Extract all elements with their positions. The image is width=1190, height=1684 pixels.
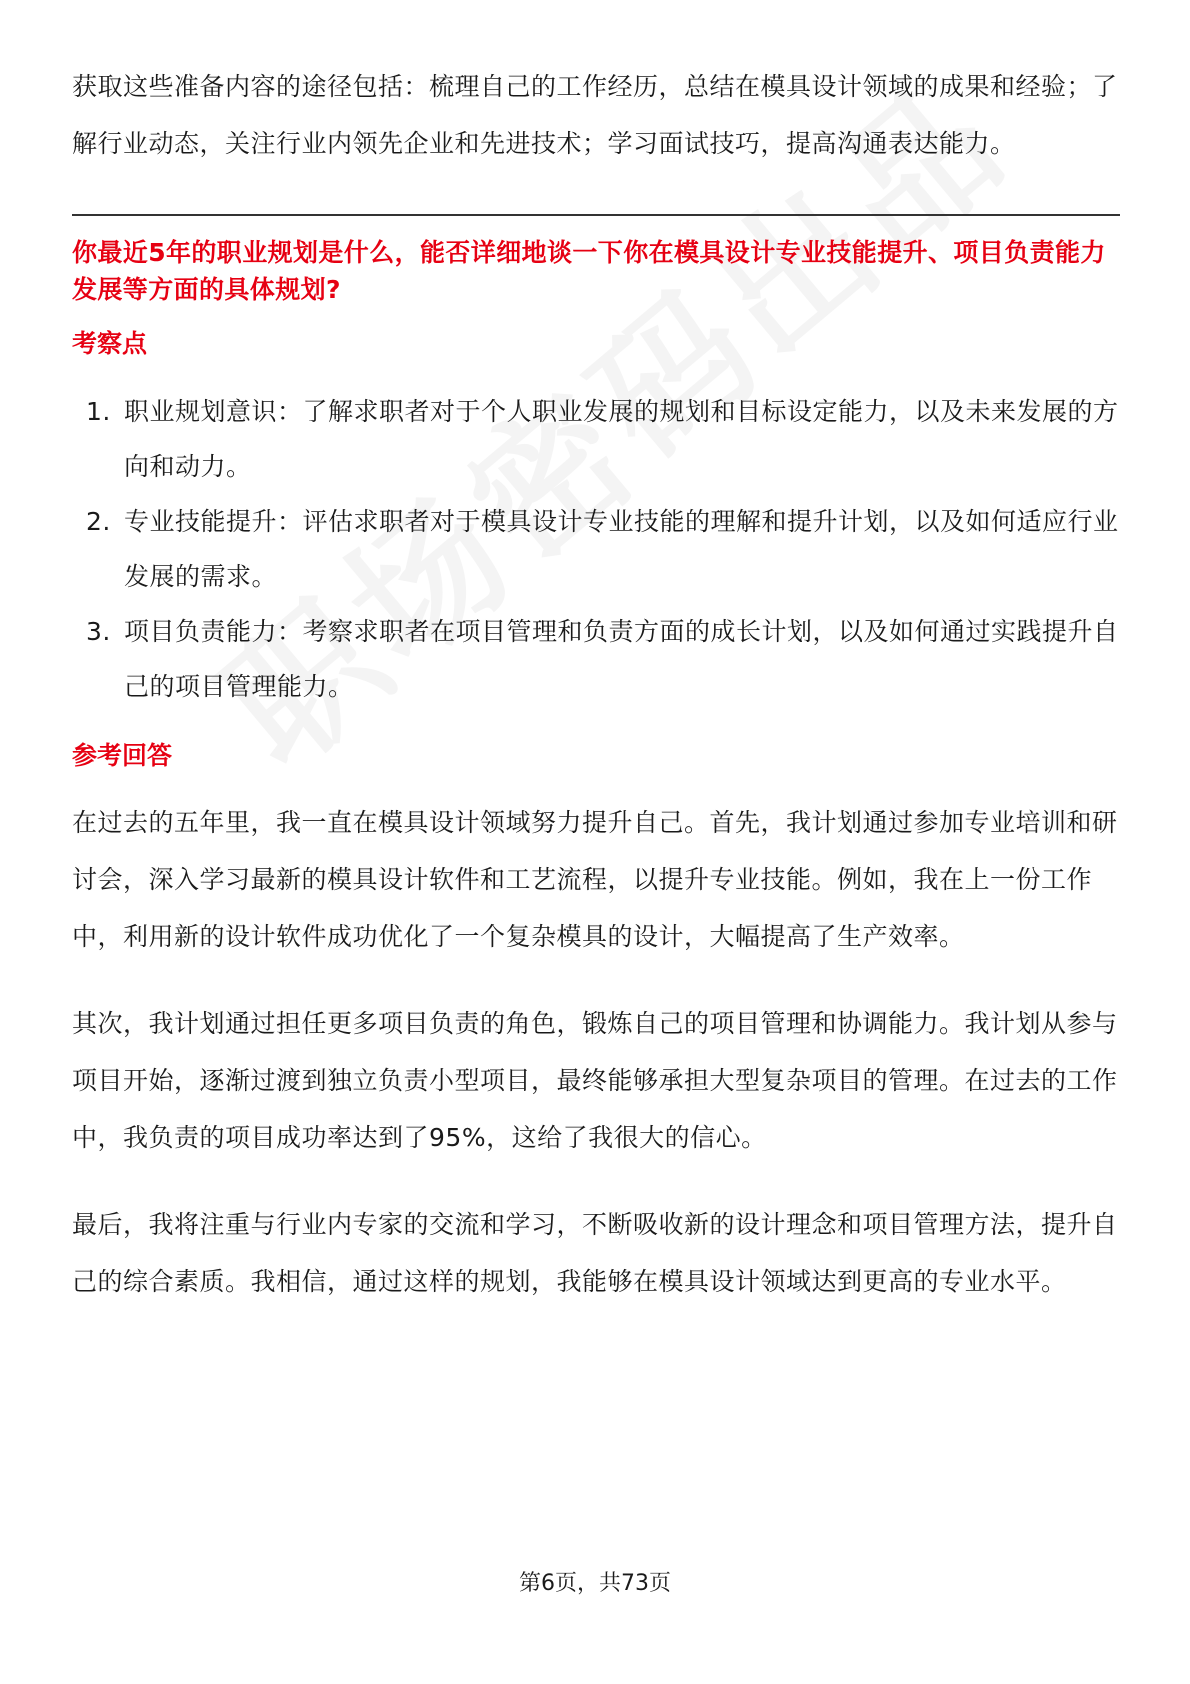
answer-paragraph: 其次，我计划通过担任更多项目负责的角色，锻炼自己的项目管理和协调能力。我计划从参与项目开始，逐渐过渡到独立负责小型项目，最终能够承担大型复杂项目的管理。在过去的工作中，我负责的项目成功率达到了95%，这给了我很大的信心。 [72,1009,1118,1152]
answer-paragraph: 最后，我将注重与行业内专家的交流和学习，不断吸收新的设计理念和项目管理方法，提升自己的综合素质。我相信，通过这样的规划，我能够在模具设计领域达到更高的专业水平。 [72,1210,1118,1296]
list-item [72,494,1120,604]
list-item-text: 专业技能提升：评估求职者对于模具设计专业技能的理解和提升计划，以及如何适应行业发展的需求。 [124,507,1119,591]
list-item-number: 3. [86,617,111,646]
assessment-points-list [72,384,1120,714]
list-item-text: 职业规划意识：了解求职者对于个人职业发展的规划和目标设定能力，以及未来发展的方向和动力。 [124,397,1119,481]
list-item-text: 项目负责能力：考察求职者在项目管理和负责方面的成长计划，以及如何通过实践提升自己的项目管理能力。 [124,617,1119,701]
page-number-footer: 第6页，共73页 [519,1571,671,1596]
question-heading: 你最近5年的职业规划是什么，能否详细地谈一下你在模具设计专业技能提升、项目负责能力发展等方面的具体规划? [72,238,1106,304]
list-item-number: 2. [86,507,111,536]
list-item [72,384,1120,494]
intro-paragraph: 获取这些准备内容的途径包括：梳理自己的工作经历，总结在模具设计领域的成果和经验；了解行业动态，关注行业内领先企业和先进技术；学习面试技巧，提高沟通表达能力。 [72,72,1118,158]
answer-heading: 参考回答 [72,741,173,770]
page-content [72,58,1120,1310]
answer-paragraph: 在过去的五年里，我一直在模具设计领域努力提升自己。首先，我计划通过参加专业培训和研讨会，深入学习最新的模具设计软件和工艺流程，以提升专业技能。例如，我在上一份工作中，利用新的设计软件成功优化了一个复杂模具的设计，大幅提高了生产效率。 [72,808,1118,951]
list-item [72,604,1120,714]
list-item-number: 1. [86,397,111,426]
assessment-heading: 考察点 [72,329,148,358]
